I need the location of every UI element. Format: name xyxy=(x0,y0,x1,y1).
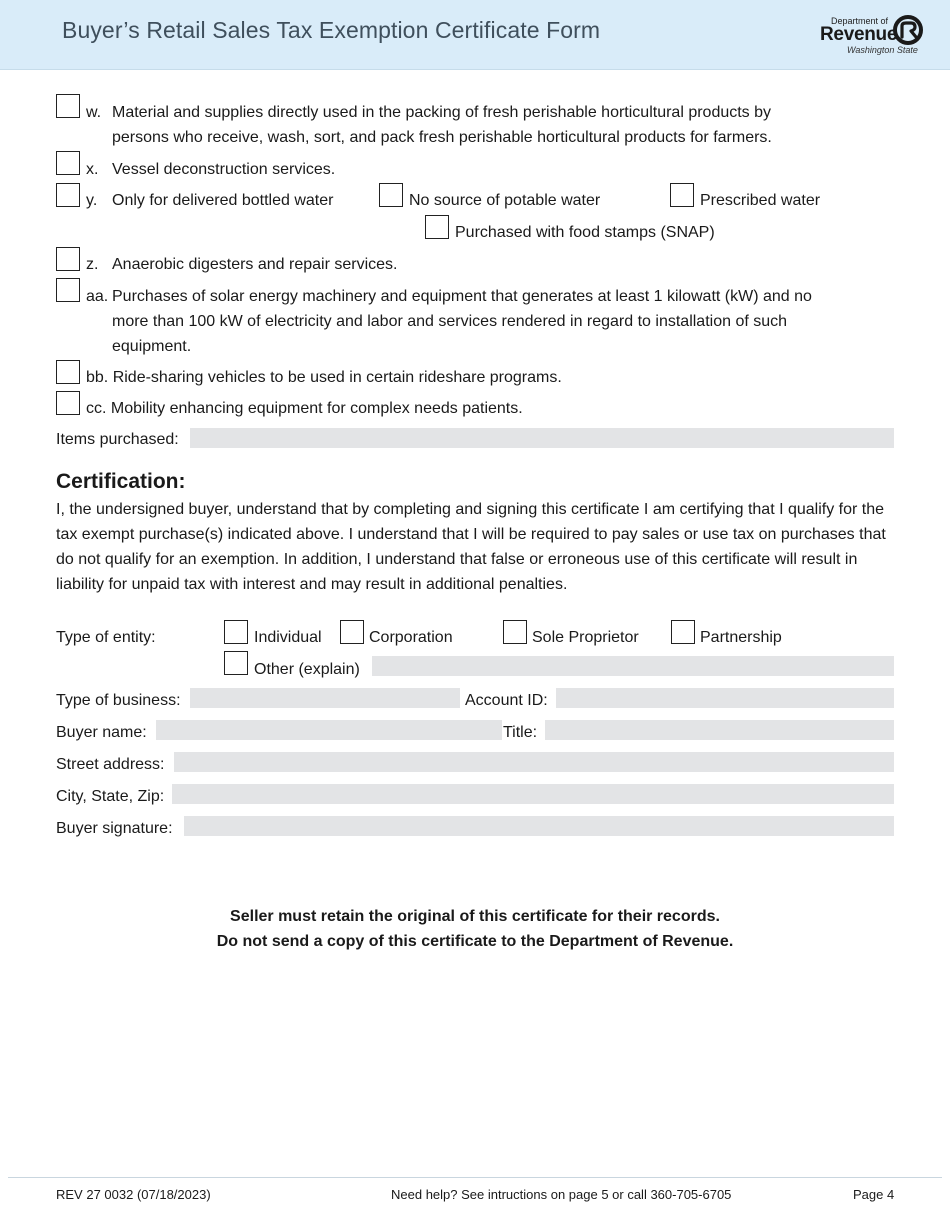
checkbox-prescribed-water[interactable] xyxy=(670,183,694,207)
checkbox-sole-proprietor[interactable] xyxy=(503,620,527,644)
city-state-zip-label: City, State, Zip: xyxy=(56,788,165,805)
checkbox-bb[interactable] xyxy=(56,360,80,384)
logo-revenue-text: Revenue xyxy=(820,24,898,45)
item-z-text: Anaerobic digesters and repair services. xyxy=(112,256,398,273)
item-y-text: Only for delivered bottled water xyxy=(112,192,334,209)
item-aa-letter: aa. xyxy=(86,288,109,305)
checkbox-y[interactable] xyxy=(56,183,80,207)
footer-form-id: REV 27 0032 (07/18/2023) xyxy=(56,1187,211,1202)
item-w-text-line2: persons who receive, wash, sort, and pack fresh perishable horticultural products for farmers. xyxy=(112,129,772,146)
type-of-business-input[interactable] xyxy=(190,688,460,708)
buyer-signature-label: Buyer signature: xyxy=(56,820,173,837)
option-prescribed-water: Prescribed water xyxy=(700,192,821,209)
title-input[interactable] xyxy=(545,720,894,740)
checkbox-individual[interactable] xyxy=(224,620,248,644)
option-no-potable-water: No source of potable water xyxy=(409,192,601,209)
city-state-zip-input[interactable] xyxy=(172,784,894,804)
checkbox-no-potable-water[interactable] xyxy=(379,183,403,207)
item-bb-text: bb. Ride-sharing vehicles to be used in certain rideshare programs. xyxy=(86,369,562,386)
entity-other-label: Other (explain) xyxy=(254,661,360,678)
account-id-label: Account ID: xyxy=(465,692,548,709)
checkbox-x[interactable] xyxy=(56,151,80,175)
street-address-label: Street address: xyxy=(56,756,165,773)
checkbox-corporation[interactable] xyxy=(340,620,364,644)
footer-help-text: Need help? See intructions on page 5 or call 360-705-6705 xyxy=(391,1187,732,1202)
option-food-stamps: Purchased with food stamps (SNAP) xyxy=(455,224,715,241)
logo-state-text: Washington State xyxy=(847,45,918,55)
entity-individual-label: Individual xyxy=(254,629,322,646)
item-y-letter: y. xyxy=(86,192,98,209)
item-x-letter: x. xyxy=(86,161,99,178)
footer-page-number: Page 4 xyxy=(853,1187,895,1202)
dor-emblem-icon xyxy=(893,15,923,45)
certification-heading: Certification: xyxy=(56,470,186,493)
form-title: Buyer’s Retail Sales Tax Exemption Certificate Form xyxy=(62,17,601,43)
checkbox-w[interactable] xyxy=(56,94,80,118)
item-x-text: Vessel deconstruction services. xyxy=(112,161,336,178)
type-of-business-label: Type of business: xyxy=(56,692,181,709)
entity-corporation-label: Corporation xyxy=(369,629,453,646)
item-cc-text: cc. Mobility enhancing equipment for complex needs patients. xyxy=(86,400,523,417)
checkbox-aa[interactable] xyxy=(56,278,80,302)
buyer-name-input[interactable] xyxy=(156,720,502,740)
logo-dept-text: Department of xyxy=(831,16,889,26)
notice-line2: Do not send a copy of this certificate to the Department of Revenue. xyxy=(216,933,734,950)
checkbox-other[interactable] xyxy=(224,651,248,675)
items-purchased-label: Items purchased: xyxy=(56,431,179,448)
item-w-letter: w. xyxy=(86,104,102,121)
notice-line1: Seller must retain the original of this certificate for their records. xyxy=(230,908,720,925)
footer-divider xyxy=(8,1177,942,1178)
checkbox-food-stamps[interactable] xyxy=(425,215,449,239)
certification-text: I, the undersigned buyer, understand that by completing and signing this certificate I am certifying that I qualify for the tax exempt purchase(s) indicated above. I understand that I will be required to pay sales or use tax on purchases that do not qualify for an exemption. In addition, I understand that false or erroneous use of this certificate will result in liability for unpaid tax with interest and may result in additional penalties. xyxy=(56,501,886,593)
checkbox-partnership[interactable] xyxy=(671,620,695,644)
buyer-name-label: Buyer name: xyxy=(56,724,147,741)
entity-partnership-label: Partnership xyxy=(700,629,782,646)
entity-type-label: Type of entity: xyxy=(56,629,156,646)
item-aa-text-line1: Purchases of solar energy machinery and equipment that generates at least 1 kilowatt (kW) and no xyxy=(112,288,812,305)
page-header xyxy=(0,0,950,70)
checkbox-z[interactable] xyxy=(56,247,80,271)
account-id-input[interactable] xyxy=(556,688,894,708)
items-purchased-input[interactable] xyxy=(190,428,894,448)
item-aa-text-line2: more than 100 kW of electricity and labor and services rendered in regard to installation of such xyxy=(112,313,788,330)
item-aa-text-line3: equipment. xyxy=(112,338,192,355)
item-z-letter: z. xyxy=(86,256,99,273)
other-explain-input[interactable] xyxy=(372,656,894,676)
title-label: Title: xyxy=(503,724,538,741)
item-w-text-line1: Material and supplies directly used in the packing of fresh perishable horticultural products by xyxy=(112,104,772,121)
entity-sole-proprietor-label: Sole Proprietor xyxy=(532,629,639,646)
buyer-signature-input[interactable] xyxy=(184,816,894,836)
street-address-input[interactable] xyxy=(174,752,894,772)
dor-logo xyxy=(820,15,930,59)
checkbox-cc[interactable] xyxy=(56,391,80,415)
